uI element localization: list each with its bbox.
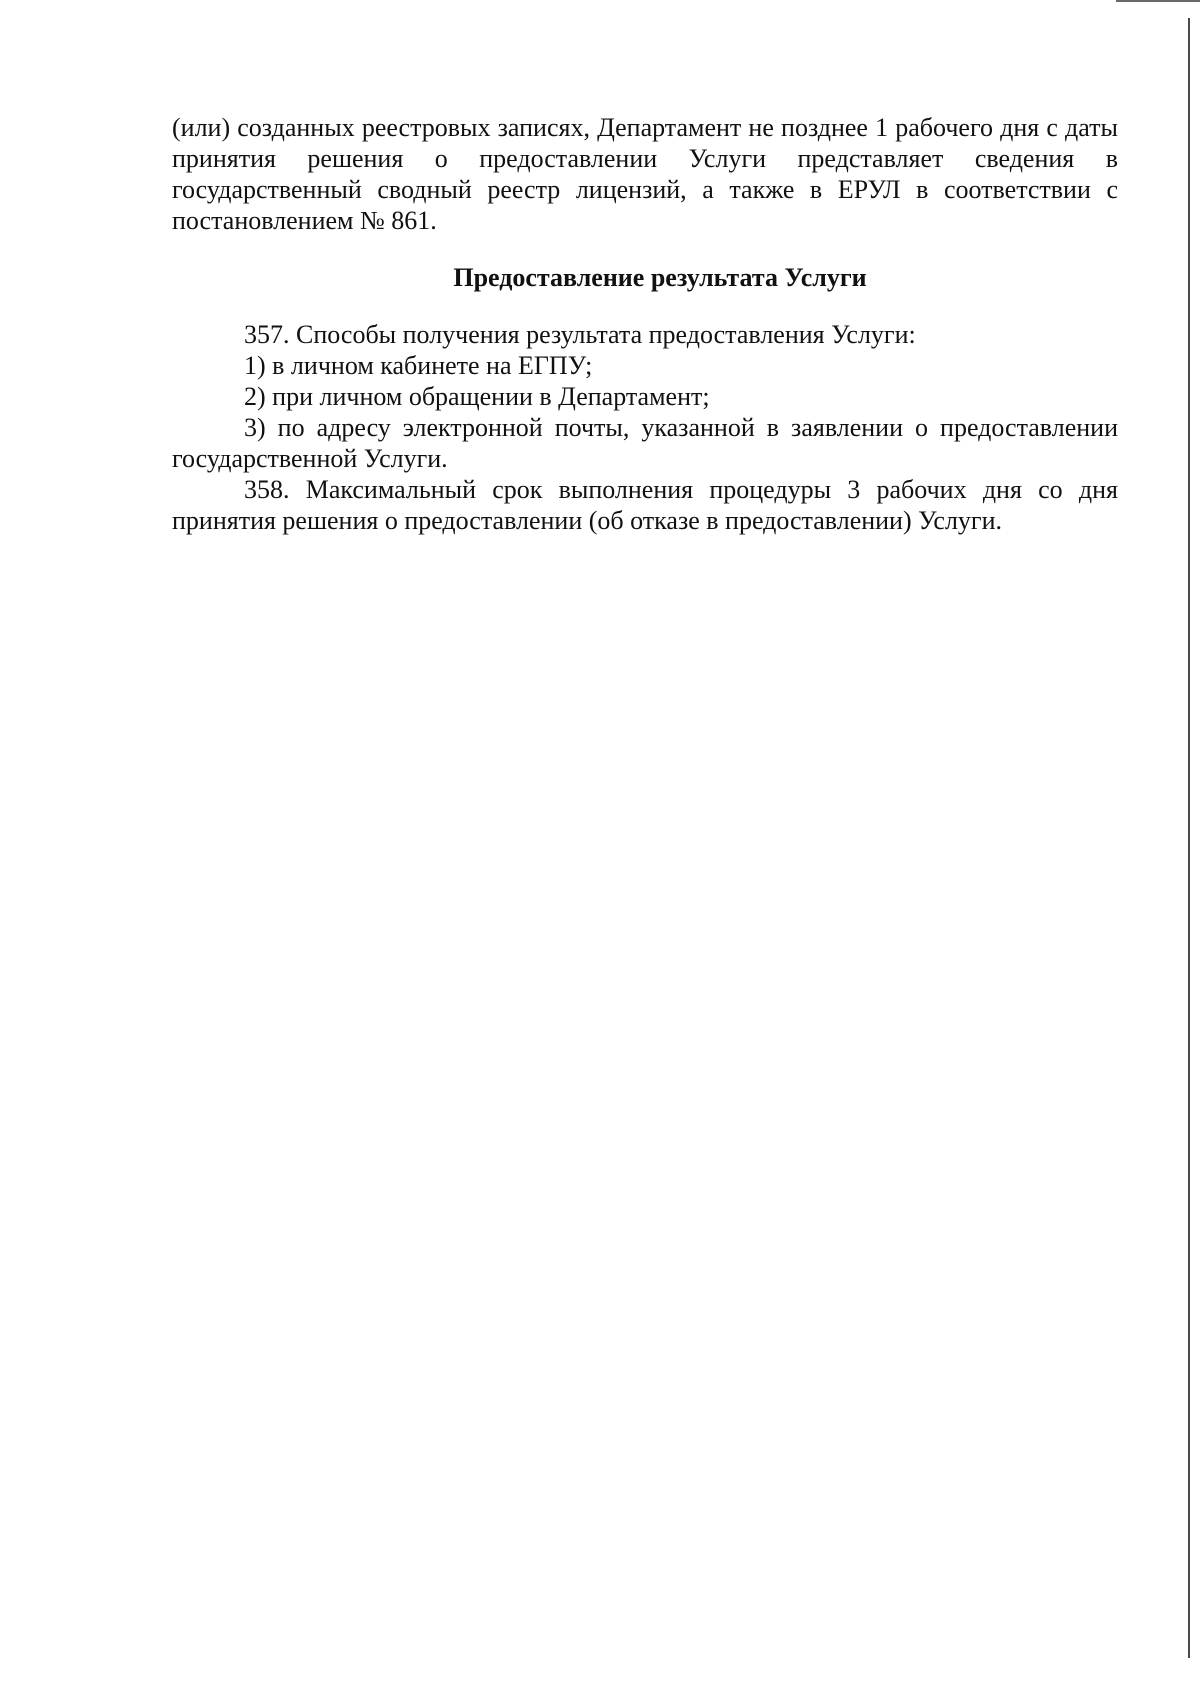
document-body — [172, 112, 1118, 536]
section-heading: Предоставление результата Услуги — [453, 263, 867, 292]
scan-edge-top — [1116, 0, 1200, 2]
scan-edge-right — [1188, 18, 1190, 1658]
option-2: 2) при личном обращении в Департамент; — [244, 382, 710, 411]
item-357: 357. Способы получения результата предоставления Услуги: — [244, 320, 916, 349]
option-1: 1) в личном кабинете на ЕГПУ; — [244, 351, 593, 380]
intro-paragraph: (или) созданных реестровых записях, Департамент не позднее 1 рабочего дня с даты принятия решения о предоставлении Услуги представляет сведения в государственный сводный реестр лицензий, а также в ЕРУЛ в соответствии с постановлением № 861. — [172, 113, 1118, 235]
item-358: 358. Максимальный срок выполнения процедуры 3 рабочих дня со дня принятия решения о предоставлении (об отказе в предоставлении) Услуги. — [172, 475, 1118, 535]
option-3: 3) по адресу электронной почты, указанной в заявлении о предоставлении государственной Услуги. — [172, 413, 1118, 473]
